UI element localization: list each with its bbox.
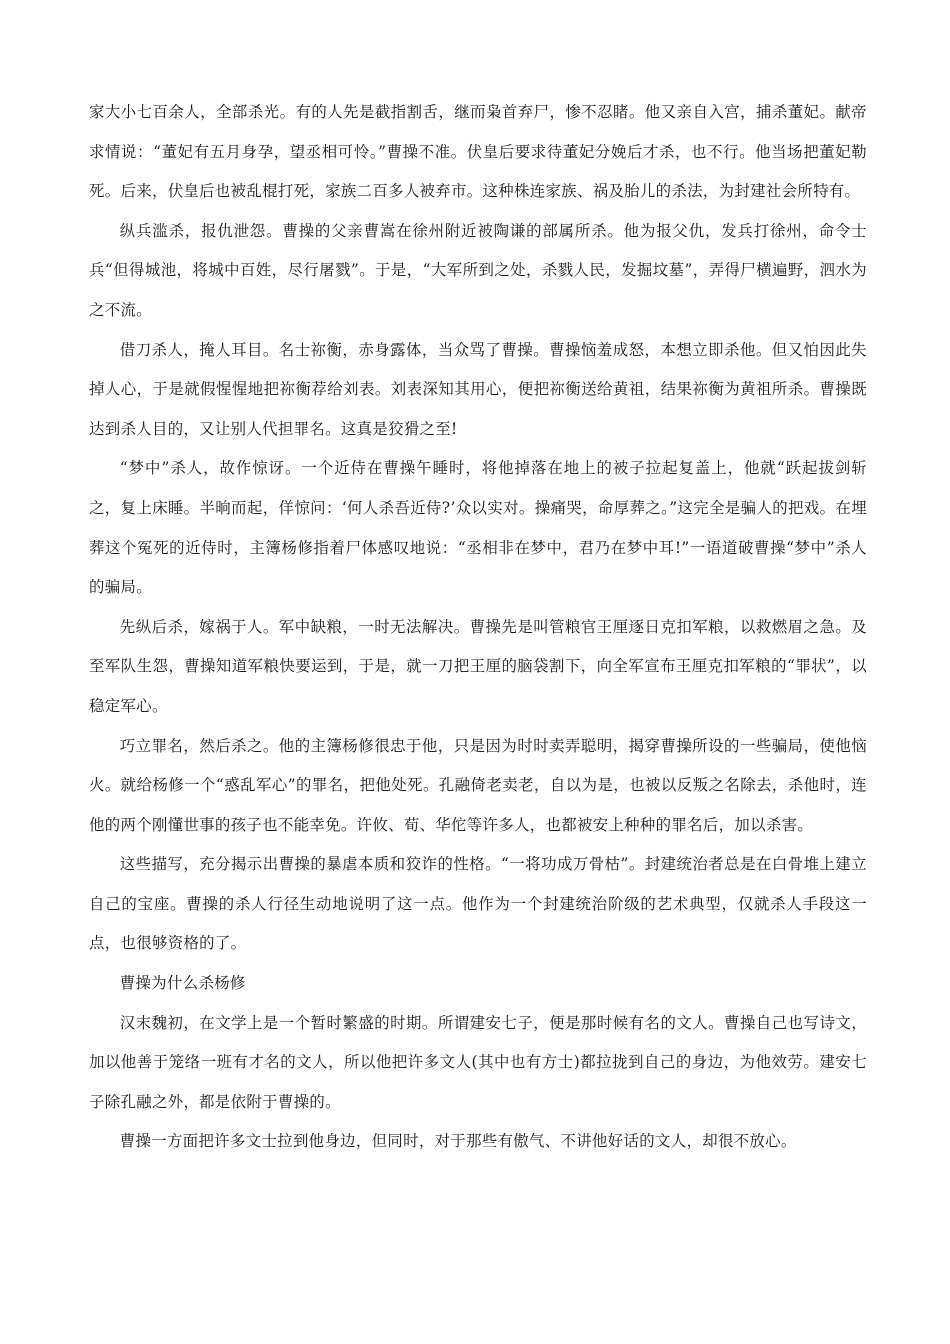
paragraph-2: 纵兵滥杀，报仇泄怨。曹操的父亲曹嵩在徐州附近被陶谦的部属所杀。他为报父仇，发兵打徐州，命令士兵“但得城池，将城中百姓，尽行屠戮”。于是，“大军所到之处，杀戮人民，发掘坟墓”，弄得尸横遍野，泗水为之不流。 [89,221,867,319]
paragraph-4: “梦中”杀人，故作惊讶。一个近侍在曹操午睡时，将他掉落在地上的被子拉起复盖上，他就“跃起拔剑斩之，复上床睡。半晌而起，佯惊问：‘何人杀吾近侍?’众以实对。操痛哭，命厚葬之。”这完全是骗人的把戏。在埋葬这个冤死的近侍时，主簿杨修指着尸体感叹地说：“丞相非在梦中，君乃在梦中耳!”一语道破曹操“梦中”杀人的骗局。 [89,459,867,597]
section-heading: 曹操为什么杀杨修 [119,974,246,993]
paragraph-5: 先纵后杀，嫁祸于人。军中缺粮，一时无法解决。曹操先是叫管粮官王厘逐日克扣军粮，以救燃眉之急。及至军队生怨，曹操知道军粮快要运到，于是，就一刀把王厘的脑袋割下，向全军宣布王厘克扣军粮的“罪状”，以稳定军心。 [89,617,867,715]
paragraph-1: 家大小七百余人，全部杀光。有的人先是截指割舌，继而枭首弃尸，惨不忍睹。他又亲自入宫，捕杀董妃。献帝求情说：“董妃有五月身孕，望丞相可怜。”曹操不准。伏皇后要求待董妃分娩后才杀，也不行。他当场把董妃勒死。后来，伏皇后也被乱棍打死，家族二百多人被弃市。这种株连家族、祸及胎儿的杀法，为封建社会所特有。 [89,103,867,201]
document-page [89,93,867,1162]
paragraph-7: 这些描写，充分揭示出曹操的暴虐本质和狡诈的性格。“一将功成万骨枯”。封建统治者总是在白骨堆上建立自己的宝座。曹操的杀人行径生动地说明了这一点。他作为一个封建统治阶级的艺术典型，仅就杀人手段这一点，也很够资格的了。 [89,855,867,953]
paragraph-9: 曹操一方面把许多文士拉到他身边，但同时，对于那些有傲气、不讲他好话的文人，却很不放心。 [119,1132,797,1151]
paragraph-3: 借刀杀人，掩人耳目。名士祢衡，赤身露体，当众骂了曹操。曹操恼羞成怒，本想立即杀他。但又怕因此失掉人心，于是就假惺惺地把祢衡荐给刘表。刘表深知其用心，便把祢衡送给黄祖，结果祢衡为黄祖所杀。曹操既达到杀人目的，又让别人代担罪名。这真是狡猾之至! [89,340,867,438]
paragraph-6: 巧立罪名，然后杀之。他的主簿杨修很忠于他，只是因为时时卖弄聪明，揭穿曹操所设的一些骗局，使他恼火。就给杨修一个“惑乱军心”的罪名，把他处死。孔融倚老卖老，自以为是，也被以反叛之名除去，杀他时，连他的两个刚懂世事的孩子也不能幸免。许攸、荀、华佗等许多人，也都被安上种种的罪名后，加以杀害。 [89,736,867,834]
paragraph-8: 汉末魏初，在文学上是一个暂时繁盛的时期。所谓建安七子，便是那时候有名的文人。曹操自己也写诗文，加以他善于笼络一班有才名的文人，所以他把许多文人(其中也有方士)都拉拢到自己的身边，为他效劳。建安七子除孔融之外，都是依附于曹操的。 [89,1013,867,1111]
